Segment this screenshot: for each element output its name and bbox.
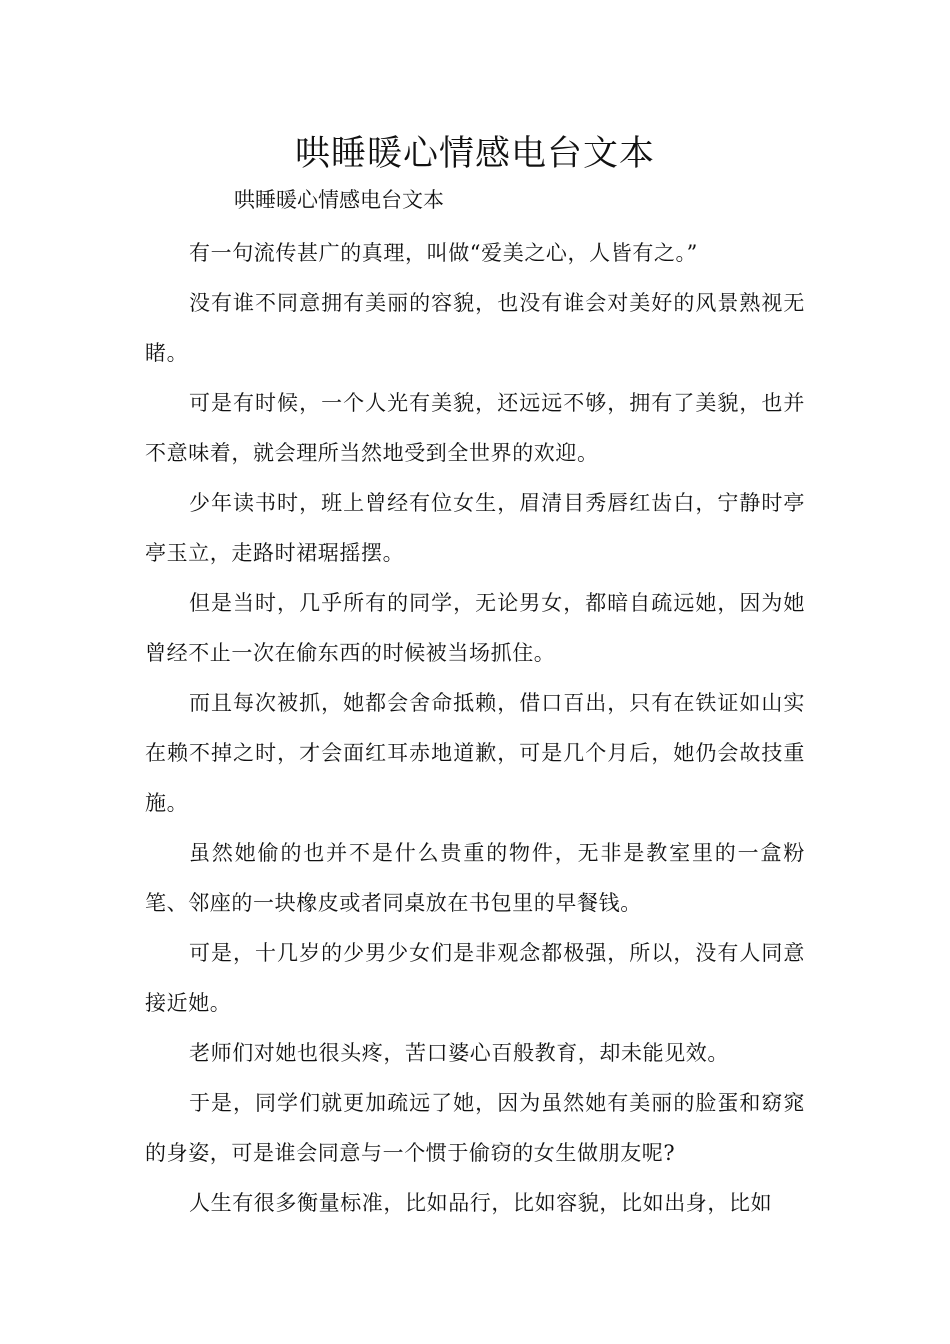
paragraph: 而且每次被抓，她都会舍命抵赖，借口百出，只有在铁证如山实在赖不掉之时，才会面红耳赤地道歉，可是几个月后，她仍会故技重施。 — [145, 691, 805, 815]
paragraph: 于是，同学们就更加疏远了她，因为虽然她有美丽的脸蛋和窈窕的身姿，可是谁会同意与一个惯于偷窃的女生做朋友呢? — [145, 1091, 805, 1165]
paragraph: 老师们对她也很头疼，苦口婆心百般教育，却未能见效。 — [189, 1041, 729, 1065]
paragraph: 少年读书时，班上曾经有位女生，眉清目秀唇红齿白，宁静时亭亭玉立，走路时裙琚摇摆。 — [145, 491, 805, 565]
paragraph: 可是，十几岁的少男少女们是非观念都极强，所以，没有人同意接近她。 — [145, 941, 805, 1015]
paragraph: 可是有时候，一个人光有美貌，还远远不够，拥有了美貌，也并不意味着，就会理所当然地受到全世界的欢迎。 — [145, 391, 805, 465]
paragraph: 没有谁不同意拥有美丽的容貌，也没有谁会对美好的风景熟视无睹。 — [145, 291, 805, 365]
paragraph: 但是当时，几乎所有的同学，无论男女，都暗自疏远她，因为她曾经不止一次在偷东西的时候被当场抓住。 — [145, 591, 805, 665]
paragraph: 人生有很多衡量标准，比如品行，比如容貌，比如出身，比如 — [189, 1191, 773, 1215]
document-title: 哄睡暖心情感电台文本 — [294, 134, 655, 174]
paragraph: 有一句流传甚广的真理，叫做“爱美之心，人皆有之。” — [189, 241, 698, 265]
document-subtitle: 哄睡暖心情感电台文本 — [234, 188, 444, 212]
paragraph: 虽然她偷的也并不是什么贵重的物件，无非是教室里的一盒粉笔、邻座的一块橡皮或者同桌放在书包里的早餐钱。 — [145, 841, 805, 915]
document-body — [145, 228, 805, 1228]
